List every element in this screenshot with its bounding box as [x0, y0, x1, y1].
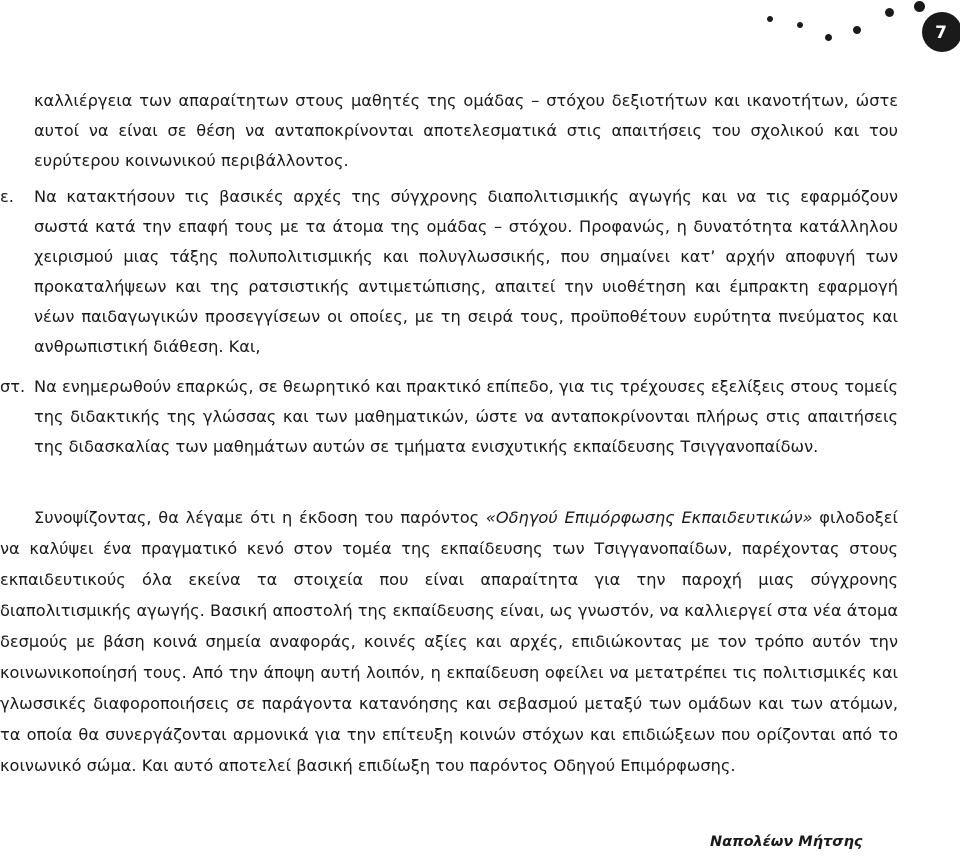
dot-icon	[825, 34, 832, 41]
conclusion-text-end: φιλοδοξεί να καλύψει ένα πραγματικό κενό στον τομέα της εκπαίδευσης των Τσιγγανοπαίδων, παρέχοντας στους εκπαιδευτικούς όλα εκείνα τα στοιχεία που είναι απαραίτητα για την παροχή μιας σύγχρονης διαπολιτισμικής αγωγής. Βασική αποστολή της εκπαίδευσης είναι, ως γνωστόν, να καλλιεργεί στα νέα άτομα δεσμούς με βάση κοινά σημεία αναφοράς, κοινές αξίες και αρχές, επιδιώκοντας με τον τρόπο αυτόν την κοινωνικοποίησή τους. Από την άποψη αυτή λοιπόν, η εκπαίδευση οφείλει να μετατρέπει τις πολιτισμικές και γλωσσικές διαφοροποιήσεις σε παράγοντα κατανόησης και σεβασμού μεταξύ των ομάδων και των ατόμων, τα οποία θα συνεργάζονται αρμονικά για την επίτευξη κοινών στόχων και επιδιώξεων που ορίζονται από το κοινωνικό σώμα. Και αυτό αποτελεί βασική επιδίωξη του παρόντος Οδηγού Επιμόρφωσης.	[0, 508, 898, 775]
dot-icon	[797, 22, 803, 28]
conclusion-text-start: Συνοψίζοντας, θα λέγαμε ότι η έκδοση του παρόντος	[34, 508, 486, 527]
author-signature: Ναπολέων Μήτσης	[710, 834, 863, 850]
list-item-epsilon	[0, 182, 898, 362]
dot-icon	[767, 16, 773, 22]
list-marker: στ.	[0, 377, 26, 396]
list-item-continuation	[34, 86, 898, 176]
guide-title: «Οδηγού Επιμόρφωσης Εκπαιδευτικών»	[485, 508, 813, 527]
page-number: 7	[935, 22, 947, 43]
page-number-badge	[922, 12, 960, 52]
dot-icon	[885, 8, 894, 17]
dot-icon	[853, 26, 861, 34]
list-item-text: καλλιέργεια των απαραίτητων στους μαθητές της ομάδας – στόχου δεξιοτήτων και ικανοτήτων, ώστε αυτοί να είναι σε θέση να ανταποκρίνονται αποτελεσματικά στις απαιτήσεις του σχολικού και του ευρύτερου κοινωνικού περιβάλλοντος.	[34, 91, 898, 170]
list-marker: ε.	[0, 187, 14, 206]
list-item-text: Να ενημερωθούν επαρκώς, σε θεωρητικό και πρακτικό επίπεδο, για τις τρέχουσες εξελίξεις στους τομείς της διδακτικής της γλώσσας και των μαθηματικών, ώστε να ανταποκρίνονται πλήρως στις απαιτήσεις της διδασκαλίας των μαθημάτων αυτών σε τμήματα ενισχυτικής εκπαίδευσης Τσιγγανοπαίδων.	[34, 377, 898, 456]
conclusion-paragraph	[0, 502, 898, 781]
dot-icon	[914, 1, 925, 12]
list-item-text: Να κατακτήσουν τις βασικές αρχές της σύγχρονης διαπολιτισμικής αγωγής και να τις εφαρμόζουν σωστά κατά την επαφή τους με τα άτομα της ομάδας – στόχου. Προφανώς, η δυνατότητα κατάλληλου χειρισμού μιας τάξης πολυπολιτισμικής και πολυγλωσσικής, που σημαίνει κατ’ αρχήν αποφυγή των προκαταλήψεων και της ρατσιστικής αντιμετώπισης, απαιτεί την υιοθέτηση και έμπρακτη εφαρμογή νέων παιδαγωγικών προσεγγίσεων οι οποίες, με τη σειρά τους, προϋποθέτουν ευρύτητα πνεύματος και ανθρωπιστική διάθεση. Και,	[34, 187, 898, 356]
list-item-stigma	[0, 372, 898, 462]
